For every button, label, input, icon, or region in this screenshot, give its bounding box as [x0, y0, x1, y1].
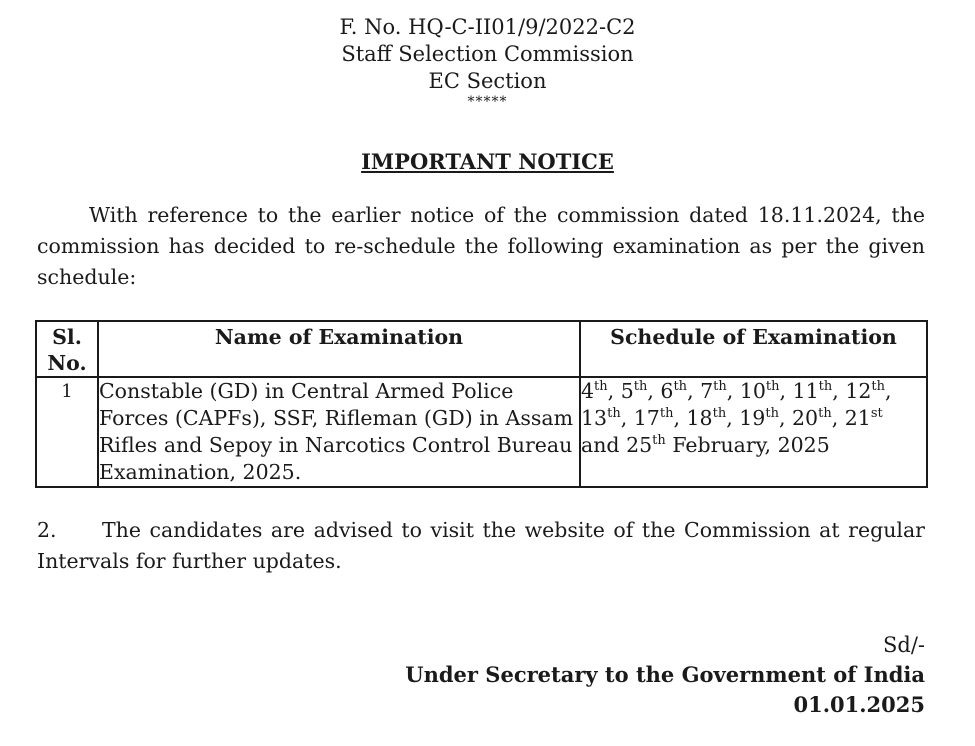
row-sl-no: 1 — [36, 377, 98, 487]
schedule-day: 7th — [700, 379, 727, 403]
schedule-day-suffix: th — [712, 406, 727, 422]
signature-sd: Sd/- — [883, 633, 925, 657]
schedule-day-suffix: th — [594, 379, 608, 395]
header-sl-no: Sl. No. — [36, 321, 98, 377]
signature-date: 01.01.2025 — [793, 692, 925, 717]
schedule-day-suffix: th — [818, 406, 832, 422]
schedule-day: 18th — [686, 406, 727, 430]
header-exam-name: Name of Examination — [98, 321, 580, 377]
notice-header — [0, 14, 975, 109]
organization-name: Staff Selection Commission — [341, 42, 634, 66]
schedule-day-suffix: th — [673, 379, 688, 395]
table-row — [36, 377, 927, 487]
schedule-day-suffix: th — [607, 406, 621, 422]
schedule-day-suffix: th — [713, 379, 727, 395]
schedule-day: 21st — [844, 406, 883, 430]
schedule-month: February, 2025 — [672, 433, 830, 457]
schedule-day: 11th — [792, 379, 833, 403]
header-schedule: Schedule of Examination — [580, 321, 927, 377]
schedule-day-suffix: th — [633, 379, 648, 395]
schedule-day-suffix: th — [871, 379, 886, 395]
schedule-day: 25th — [626, 433, 666, 457]
schedule-day: 13th — [581, 406, 621, 430]
schedule-day: 17th — [633, 406, 674, 430]
row-schedule — [580, 377, 927, 487]
reference-paragraph: With reference to the earlier notice of the commission dated 18.11.2024, the commission has decided to re-schedule the following examination as per the given schedule: — [37, 203, 925, 289]
schedule-days: 4th, 5th, 6th, 7th, 10th, 11th, 12th, 13th, 17th, 18th, 19th, 20th, 21st and 25th — [581, 379, 892, 457]
signature-block — [405, 630, 925, 720]
schedule-table — [35, 320, 928, 488]
schedule-day-suffix: st — [870, 406, 883, 422]
table-header-row — [36, 321, 927, 377]
signatory-designation: Under Secretary to the Government of India — [405, 662, 925, 687]
file-number: F. No. HQ-C-II01/9/2022-C2 — [339, 15, 636, 39]
separator-stars: ***** — [467, 94, 508, 110]
schedule-day: 20th — [792, 406, 832, 430]
section-name: EC Section — [428, 69, 547, 93]
advisory-paragraph — [37, 515, 925, 577]
schedule-day: 10th — [739, 379, 780, 403]
schedule-day-suffix: th — [765, 379, 780, 395]
advisory-text: The candidates are advised to visit the website of the Commission at regular Intervals for further updates. — [37, 518, 925, 573]
schedule-day-suffix: th — [652, 433, 666, 449]
schedule-day-suffix: th — [659, 406, 674, 422]
paragraph-number: 2. — [37, 518, 57, 542]
schedule-day: 12th — [845, 379, 886, 403]
notice-title: IMPORTANT NOTICE — [361, 149, 614, 174]
schedule-day-suffix: th — [765, 406, 779, 422]
schedule-day: 6th — [660, 379, 688, 403]
schedule-day-suffix: th — [818, 379, 833, 395]
schedule-day: 19th — [739, 406, 779, 430]
schedule-day: 4th — [581, 379, 608, 403]
row-exam-name: Constable (GD) in Central Armed Police Forces (CAPFs), SSF, Rifleman (GD) in Assam Rifles and Sepoy in Narcotics Control Bureau Examination, 2025. — [98, 377, 580, 487]
schedule-day: 5th — [620, 379, 648, 403]
